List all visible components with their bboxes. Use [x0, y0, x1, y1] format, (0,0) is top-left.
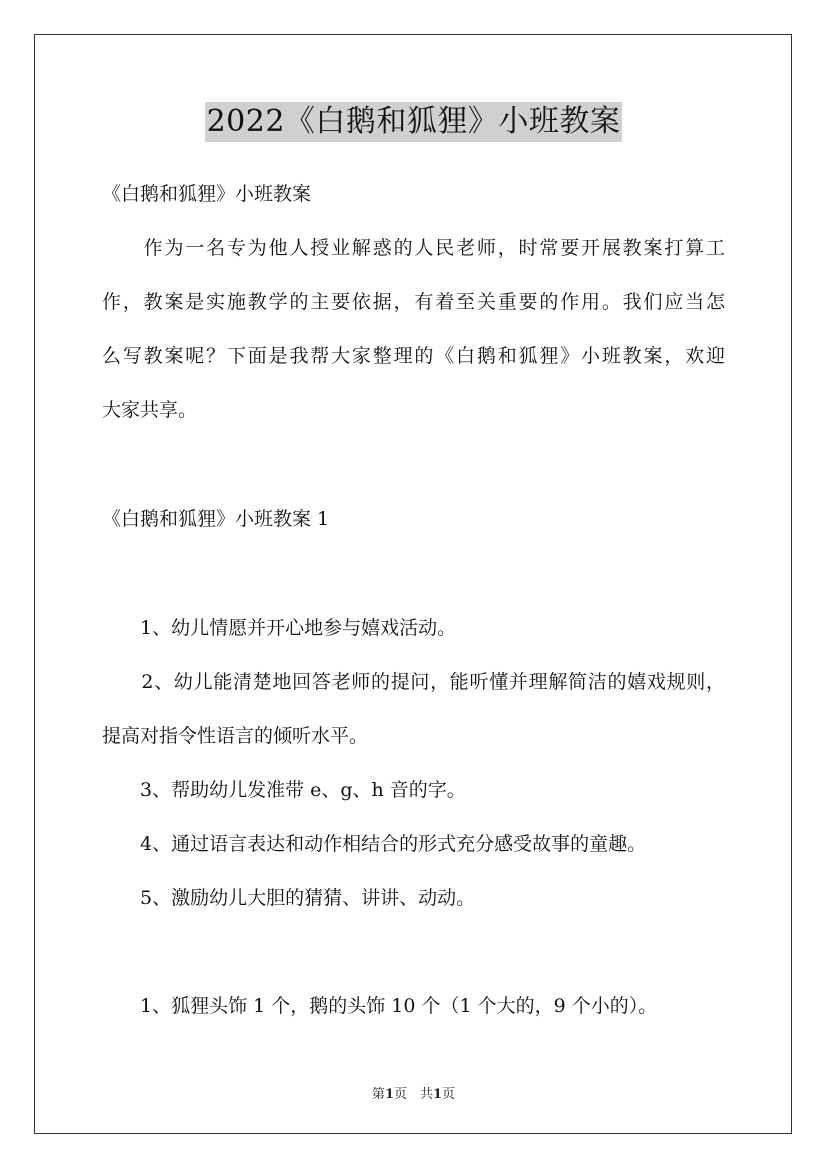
footer-prefix: 第 — [371, 1087, 385, 1102]
goal-item-2-cont: 提高对指令性语言的倾听水平。 — [102, 725, 369, 747]
section-heading: 《白鹅和狐狸》小班教案 1 — [102, 508, 330, 530]
material-item-1: 1、狐狸头饰 1 个，鹅的头饰 10 个（1 个大的，9 个小的）。 — [102, 995, 658, 1017]
title-container — [0, 102, 827, 142]
intro-line-2: 作，教案是实施教学的主要依据，有着至关重要的作用。我们应当怎 — [102, 291, 725, 313]
footer-mid: 页 共 — [393, 1087, 433, 1102]
document-title: 2022《白鹅和狐狸》小班教案 — [205, 102, 623, 142]
intro-line-3: 么写教案呢？下面是我帮大家整理的《白鹅和狐狸》小班教案，欢迎 — [102, 345, 725, 367]
goal-item-3: 3、帮助幼儿发准带 e、g、h 音的字。 — [102, 779, 466, 801]
footer-total-pages: 1 — [433, 1087, 443, 1102]
footer-suffix: 页 — [442, 1087, 456, 1102]
footer-page-number: 1 — [384, 1087, 394, 1102]
intro-line-1: 作为一名专为他人授业解惑的人民老师，时常要开展教案打算工 — [102, 237, 725, 259]
goal-item-1: 1、幼儿情愿并开心地参与嬉戏活动。 — [102, 617, 457, 639]
intro-line-4: 大家共享。 — [102, 399, 198, 421]
goal-item-2: 2、幼儿能清楚地回答老师的提问，能听懂并理解简洁的嬉戏规则， — [102, 671, 725, 693]
goal-item-5: 5、激励幼儿大胆的猜猜、讲讲、动动。 — [102, 887, 476, 909]
page-footer — [0, 1083, 827, 1102]
goal-item-4: 4、通过语言表达和动作相结合的形式充分感受故事的童趣。 — [102, 833, 647, 855]
document-subtitle: 《白鹅和狐狸》小班教案 — [102, 183, 312, 205]
